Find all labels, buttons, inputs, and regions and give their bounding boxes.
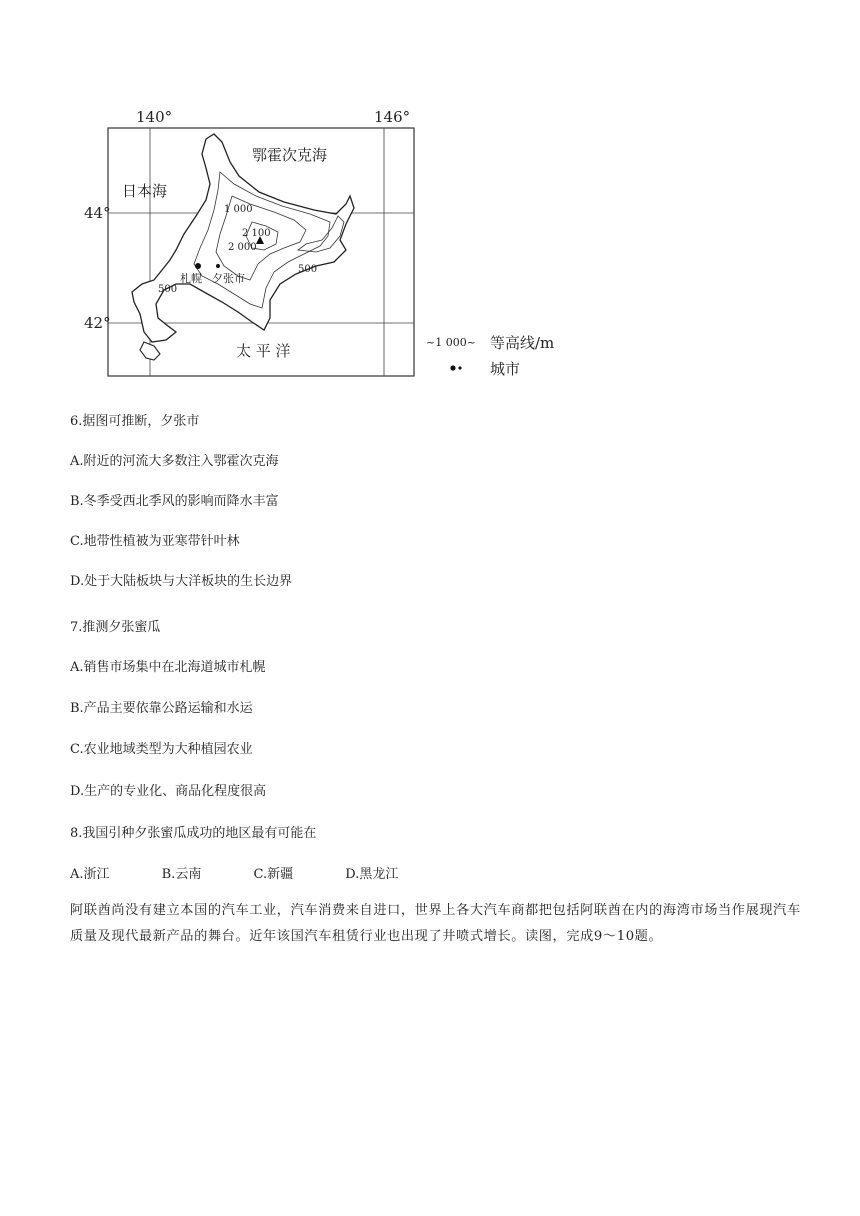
label-okhotsk-sea: 鄂霍次克海: [252, 146, 328, 164]
legend-contour-label: 等高线/m: [490, 334, 555, 352]
question-8-option-b: B.云南: [161, 867, 202, 882]
lat-label-44: 44°: [84, 204, 111, 222]
lat-label-42: 42°: [84, 314, 111, 332]
legend-contour-symbol: ~1 000~: [426, 336, 476, 349]
contour-label-500-west: 500: [158, 284, 178, 295]
question-8-stem: 8.我国引种夕张蜜瓜成功的地区最有可能在: [70, 826, 317, 841]
question-7-option-c: C.农业地域类型为大种植园农业: [70, 742, 253, 757]
southwest-peninsula: [140, 342, 160, 360]
legend-city-dot-small: [458, 366, 461, 369]
passage-paragraph: 阿联酋尚没有建立本国的汽车工业，汽车消费来自进口，世界上各大汽车商都把包括阿联酋在内的海湾市场当作展现汽车质量及现代最新产品的舞台。近年该国汽车租赁行业也出现了井喷式增长。读图，完成9～10题。: [70, 903, 801, 944]
contour-label-1000: 1 000: [224, 204, 253, 215]
question-8-option-d: D.黑龙江: [345, 867, 399, 882]
legend-city-dot-large: [450, 365, 455, 370]
question-6-option-a: A.附近的河流大多数注入鄂霍次克海: [70, 454, 279, 469]
question-8-option-c: C.新疆: [253, 867, 294, 882]
question-7-option-b: B.产品主要依靠公路运输和水运: [70, 701, 253, 716]
hokkaido-map-figure: [84, 104, 584, 384]
lon-label-146: 146°: [374, 108, 411, 126]
question-7-stem: 7.推测夕张蜜瓜: [70, 620, 161, 635]
question-6-option-b: B.冬季受西北季风的影响而降水丰富: [70, 494, 279, 509]
yubari-dot: [216, 264, 220, 268]
question-8-options: [70, 863, 446, 882]
lon-label-140: 140°: [136, 108, 173, 126]
contour-label-2100: 2 100: [242, 228, 271, 239]
label-japan-sea: 日本海: [122, 182, 168, 200]
label-pacific-ocean: 太 平 洋: [236, 342, 291, 360]
question-8-option-a: A.浙江: [70, 867, 110, 882]
question-7-option-d: D.生产的专业化、商品化程度很高: [70, 784, 267, 799]
question-6-option-d: D.处于大陆板块与大洋板块的生长边界: [70, 574, 293, 589]
question-6-stem: 6.据图可推断，夕张市: [70, 414, 200, 429]
question-6-option-c: C.地带性植被为亚寒带针叶林: [70, 534, 240, 549]
sapporo-dot: [195, 263, 201, 269]
city-label-sapporo: 札幌: [180, 272, 202, 285]
question-7-option-a: A.销售市场集中在北海道城市札幌: [70, 660, 266, 675]
contour-label-500-east: 500: [298, 264, 318, 275]
city-label-yubari: 夕张市: [212, 272, 245, 285]
legend-city-label: 城市: [490, 360, 521, 378]
contour-label-2000: 2 000: [228, 242, 257, 253]
